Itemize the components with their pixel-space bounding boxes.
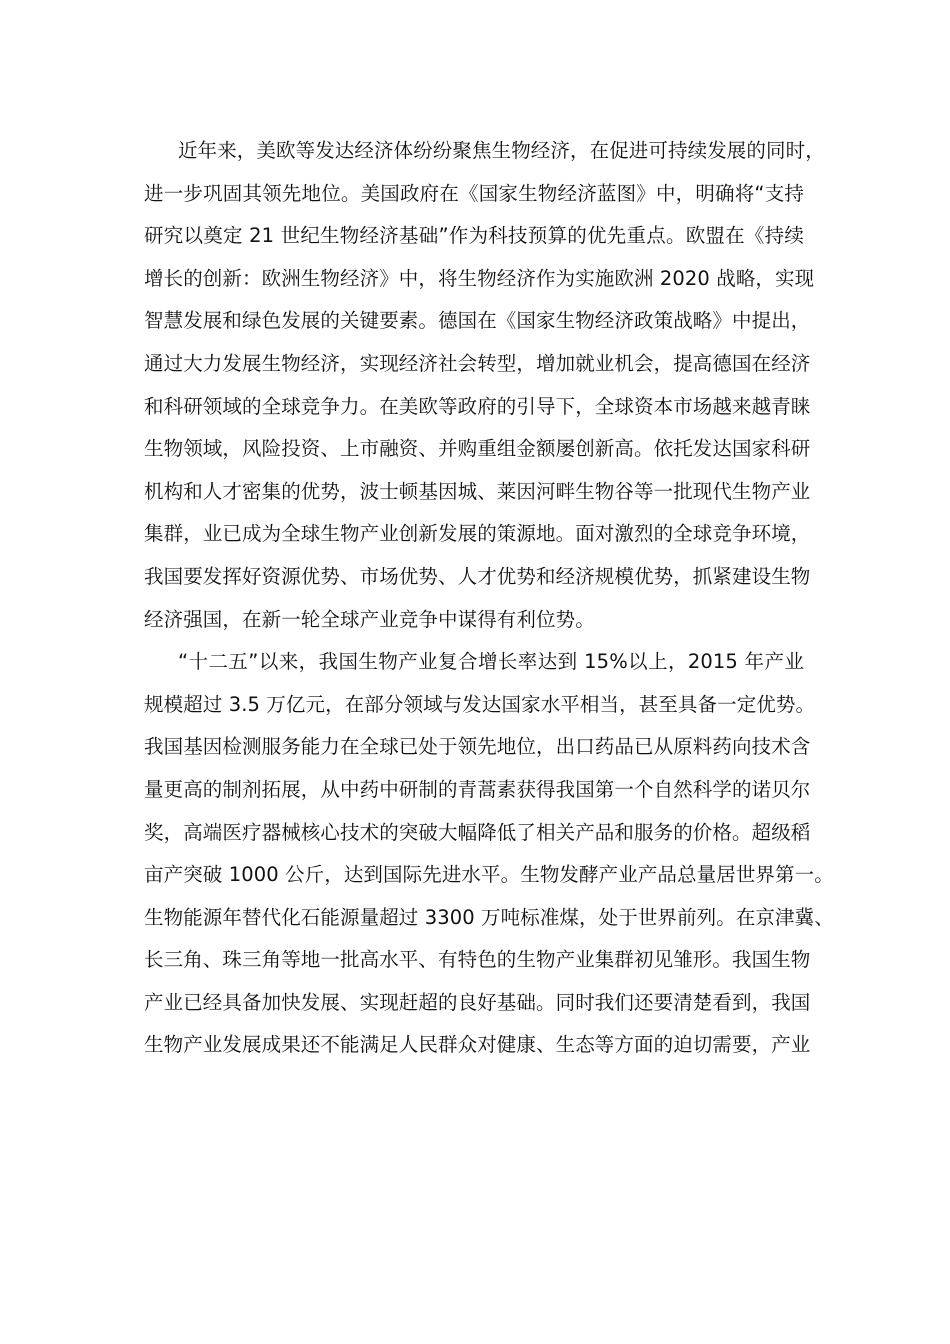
paragraph-2-line: 长三角、珠三角等地一批高水平、有特色的生物产业集群初见雏形。我国生物 xyxy=(144,948,811,972)
paragraph-2-line: 生物能源年替代化石能源量超过 3300 万吨标准煤，处于世界前列。在京津冀、 xyxy=(144,905,834,929)
paragraph-2-line: 规模超过 3.5 万亿元，在部分领域与发达国家水平相当，甚至具备一定优势。 xyxy=(144,692,816,716)
paragraph-2-line: 亩产突破 1000 公斤，达到国际先进水平。生物发酵产业产品总量居世界第一。 xyxy=(144,863,834,887)
paragraph-1-line: 研究以奠定 21 世纪生物经济基础”作为科技预算的优先重点。欧盟在《持续 xyxy=(144,224,804,248)
paragraph-2-line: 产业已经具备加快发展、实现赶超的良好基础。同时我们还要清楚看到，我国 xyxy=(144,990,811,1014)
paragraph-1-line: 机构和人才密集的优势，波士顿基因城、莱因河畔生物谷等一批现代生物产业 xyxy=(144,479,811,503)
paragraph-1-line: 和科研领域的全球竞争力。在美欧等政府的引导下，全球资本市场越来越青睐 xyxy=(144,394,811,418)
paragraph-1-line: 集群，业已成为全球生物产业创新发展的策源地。面对激烈的全球竞争环境， xyxy=(144,522,811,546)
paragraph-1-line: 通过大力发展生物经济，实现经济社会转型，增加就业机会，提高德国在经济 xyxy=(144,351,811,375)
paragraph-1-line: 生物领域，风险投资、上市融资、并购重组金额屡创新高。依托发达国家科研 xyxy=(144,437,811,461)
paragraph-2-line: 奖，高端医疗器械核心技术的突破大幅降低了相关产品和服务的价格。超级稻 xyxy=(144,820,811,844)
paragraph-1-line: 智慧发展和绿色发展的关键要素。德国在《国家生物经济政策战略》中提出， xyxy=(144,309,811,333)
paragraph-2-line: 量更高的制剂拓展，从中药中研制的青蒿素获得我国第一个自然科学的诺贝尔 xyxy=(144,777,811,801)
paragraph-2-line: 我国基因检测服务能力在全球已处于领先地位，出口药品已从原料药向技术含 xyxy=(144,735,811,759)
paragraph-1-line: 进一步巩固其领先地位。美国政府在《国家生物经济蓝图》中，明确将“支持 xyxy=(144,181,804,205)
body-text xyxy=(144,130,834,1067)
paragraph-2-line: “十二五”以来，我国生物产业复合增长率达到 15%以上，2015 年产业 xyxy=(178,650,804,674)
paragraph-1-line: 增长的创新：欧洲生物经济》中，将生物经济作为实施欧洲 2020 战略，实现 xyxy=(144,266,815,290)
paragraph-2-line: 生物产业发展成果还不能满足人民群众对健康、生态等方面的迫切需要，产业 xyxy=(144,1033,811,1057)
paragraph-1-line: 经济强国，在新一轮全球产业竞争中谋得有利位势。 xyxy=(144,607,595,631)
paragraph-1-line: 我国要发挥好资源优势、市场优势、人才优势和经济规模优势，抓紧建设生物 xyxy=(144,564,811,588)
paragraph-1-line: 近年来，美欧等发达经济体纷纷聚焦生物经济，在促进可持续发展的同时， xyxy=(178,139,825,162)
